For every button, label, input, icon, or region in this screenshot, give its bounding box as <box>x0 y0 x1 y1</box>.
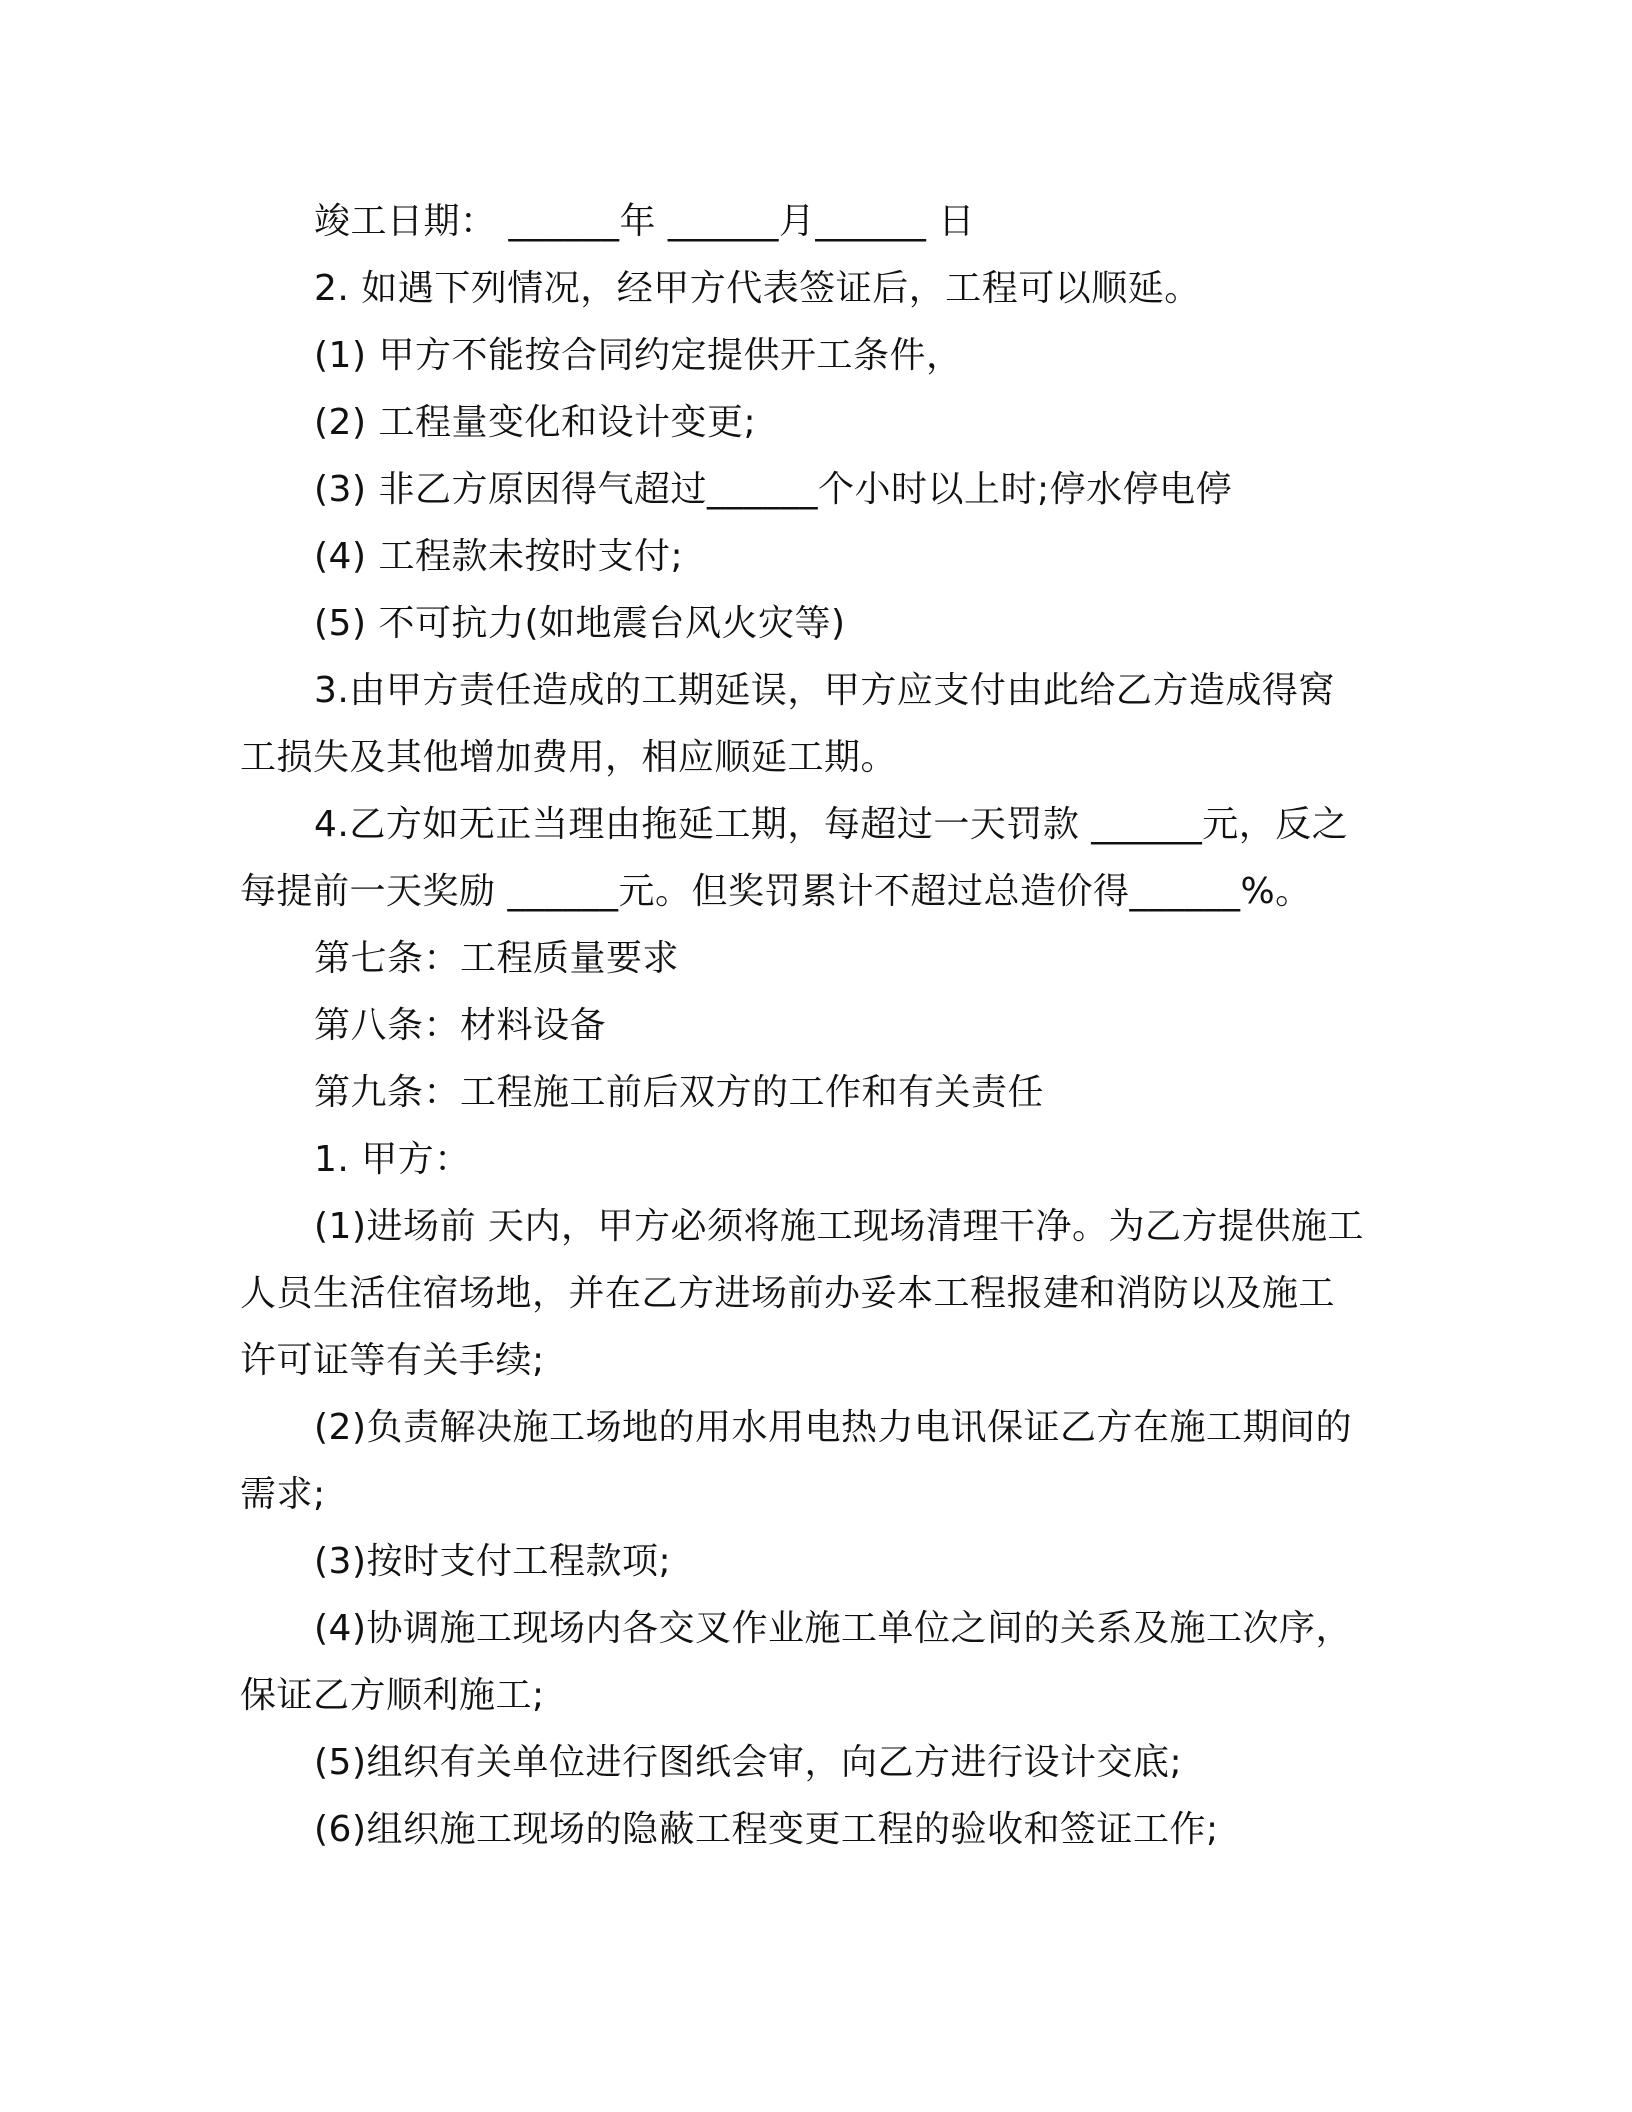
party-a-item-2-line-1: (2)负责解决施工场地的用水用电热力电讯保证乙方在施工期间的 <box>314 1407 1352 1448</box>
clause-2-item-1: (1) 甲方不能按合同约定提供开工条件， <box>314 335 963 376</box>
party-a-item-1-line-2: 人员生活住宿场地，并在乙方进场前办妥本工程报建和消防以及施工 <box>240 1273 1336 1314</box>
clause-2-heading: 2. 如遇下列情况，经甲方代表签证后，工程可以顺延。 <box>314 268 1201 309</box>
clause-2-item-5: (5) 不可抗力(如地震台风火灾等) <box>314 603 846 644</box>
article-8-heading: 第八条：材料设备 <box>314 1005 607 1046</box>
completion-date-line: 竣工日期： ______年 ______月______ 日 <box>314 201 975 242</box>
clause-3-line-2: 工损失及其他增加费用，相应顺延工期。 <box>240 737 898 778</box>
party-a-item-6: (6)组织施工现场的隐蔽工程变更工程的验收和签证工作; <box>314 1809 1219 1850</box>
party-a-heading: 1. 甲方： <box>314 1139 471 1180</box>
party-a-item-1-line-1: (1)进场前 天内，甲方必须将施工现场清理干净。为乙方提供施工 <box>314 1206 1364 1247</box>
clause-3-line-1: 3.由甲方责任造成的工期延误，甲方应支付由此给乙方造成得窝 <box>314 670 1335 711</box>
party-a-item-4-line-2: 保证乙方顺利施工; <box>240 1675 545 1716</box>
article-7-heading: 第七条：工程质量要求 <box>314 938 680 979</box>
party-a-item-3: (3)按时支付工程款项; <box>314 1541 672 1582</box>
article-9-heading: 第九条：工程施工前后双方的工作和有关责任 <box>314 1072 1045 1113</box>
clause-2-item-3: (3) 非乙方原因得气超过______个小时以上时;停水停电停 <box>314 469 1233 510</box>
document-body <box>240 188 1380 1863</box>
clause-4-line-2: 每提前一天奖励 ______元。但奖罚累计不超过总造价得______%。 <box>240 871 1312 912</box>
clause-4-line-1: 4.乙方如无正当理由拖延工期，每超过一天罚款 ______元，反之 <box>314 804 1349 845</box>
clause-2-item-2: (2) 工程量变化和设计变更; <box>314 402 757 443</box>
party-a-item-1-line-3: 许可证等有关手续; <box>240 1340 545 1381</box>
party-a-item-2-line-2: 需求; <box>240 1474 326 1515</box>
party-a-item-5: (5)组织有关单位进行图纸会审，向乙方进行设计交底; <box>314 1742 1183 1783</box>
party-a-item-4-line-1: (4)协调施工现场内各交叉作业施工单位之间的关系及施工次序， <box>314 1608 1352 1649</box>
clause-2-item-4: (4) 工程款未按时支付; <box>314 536 684 577</box>
